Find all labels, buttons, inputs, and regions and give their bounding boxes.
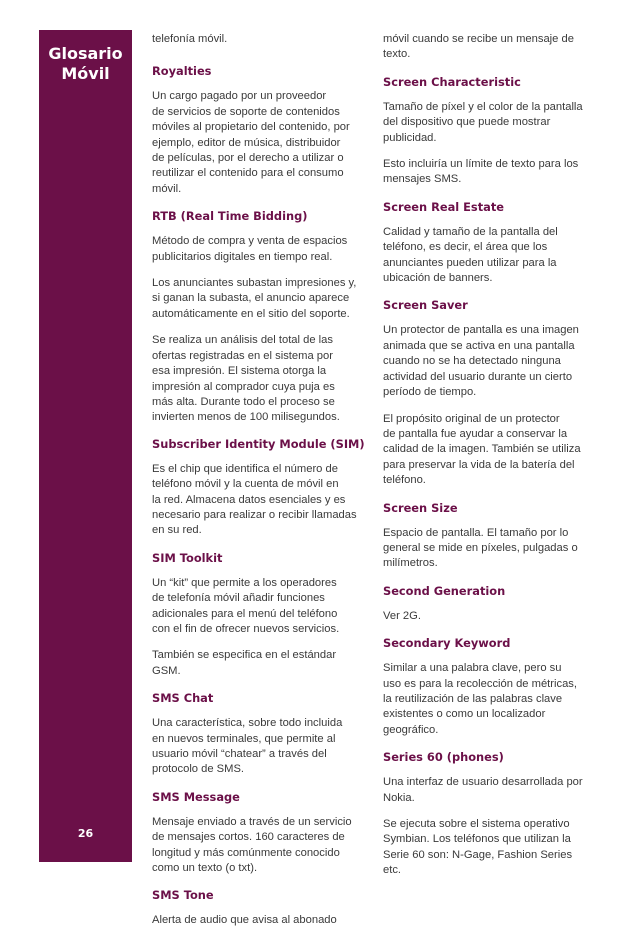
term-heading-sim-toolkit: SIM Toolkit: [152, 550, 223, 565]
definition-paragraph: Se realiza un análisis del total de las ofertas registradas en el sistema por esa impresión. El sistema otorga la impresión al comprador cuya puja es más alta. Durante todo el proceso se invierten menos de 100 milisegundos.: [152, 334, 340, 424]
definition-paragraph: Es el chip que identifica el número de teléfono móvil y la cuenta de móvil en la red. Almacena datos esenciales y es necesario para realizar o recibir llamadas en su red.: [152, 462, 357, 537]
definition-paragraph: Ver 2G.: [383, 609, 421, 622]
definition-paragraph: Método de compra y venta de espacios publicitarios digitales en tiempo real.: [152, 235, 348, 263]
definition-paragraph: Calidad y tamaño de la pantalla del teléfono, es decir, el área que los anunciantes pueden utilizar para la ubicación de banners.: [383, 225, 558, 285]
term-heading-royalties: Royalties: [152, 64, 212, 79]
definition-paragraph: El propósito original de un protector de pantalla fue ayudar a conservar la calidad de la imagen. También se utiliza para preservar la vida de la batería del teléfono.: [383, 412, 581, 487]
page-number: 26: [77, 827, 94, 840]
definition-paragraph: Los anunciantes subastan impresiones y, si ganan la subasta, el anuncio aparece automáticamente en el sitio del soporte.: [152, 277, 357, 320]
sidebar-title: [39, 44, 132, 84]
term-heading-secondary-keyword: Secondary Keyword: [383, 636, 511, 651]
term-heading-screen-characteristic: Screen Characteristic: [383, 74, 521, 89]
term-heading-sms-message: SMS Message: [152, 789, 240, 804]
definition-paragraph: Una interfaz de usuario desarrollada por Nokia.: [383, 776, 583, 804]
term-heading-sms-tone: SMS Tone: [152, 888, 214, 903]
glossary-sidebar: [39, 30, 132, 862]
definition-paragraph: Tamaño de píxel y el color de la pantalla del dispositivo que puede mostrar publicidad.: [383, 100, 583, 144]
sidebar-title-line1: Glosario: [48, 44, 123, 63]
definition-paragraph: Se ejecuta sobre el sistema operativo Symbian. Los teléfonos que utilizan la Serie 60 son: N-Gage, Fashion Series etc.: [383, 818, 573, 877]
definition-paragraph: También se especifica en el estándar GSM.: [152, 649, 337, 677]
definition-paragraph: Alerta de audio que avisa al abonado: [152, 914, 337, 927]
left-column: [152, 32, 372, 929]
definition-paragraph: Un cargo pagado por un proveedor de servicios de soporte de contenidos móviles al propietario del contenido, por ejemplo, editor de música, distribuidor de películas, por el derecho a utilizar o reutilizar el contenido para el consumo móvil.: [152, 90, 350, 195]
definition-paragraph: Una característica, sobre todo incluida en nuevos terminales, que permite al usuario móvil “chatear” a través del protocolo de SMS.: [152, 717, 343, 776]
term-heading-screen-size: Screen Size: [383, 500, 458, 515]
term-heading-sms-chat: SMS Chat: [152, 691, 214, 706]
term-heading-second-generation: Second Generation: [383, 583, 506, 598]
sidebar-title-line2: Móvil: [61, 64, 110, 83]
term-heading-sim: Subscriber Identity Module (SIM): [152, 436, 365, 451]
definition-paragraph: Mensaje enviado a través de un servicio de mensajes cortos. 160 caracteres de longitud y más comúnmente conocido como un texto (o txt).: [152, 815, 352, 875]
continuation-text: móvil cuando se recibe un mensaje de texto.: [383, 33, 574, 61]
right-column: [383, 32, 603, 879]
continuation-text: telefonía móvil.: [152, 33, 228, 45]
term-heading-rtb: RTB (Real Time Bidding): [152, 209, 308, 224]
definition-paragraph: Un “kit” que permite a los operadores de telefonía móvil añadir funciones adicionales para el menú del teléfono con el fin de ofrecer nuevos servicios.: [152, 576, 340, 635]
definition-paragraph: Espacio de pantalla. El tamaño por lo general se mide en píxeles, pulgadas o milímetros.: [383, 526, 578, 570]
definition-paragraph: Similar a una palabra clave, pero su uso es para la recolección de métricas, la reutilización de las palabras clave existentes o como un localizador geográfico.: [383, 662, 578, 736]
term-heading-screen-real-estate: Screen Real Estate: [383, 199, 505, 214]
term-heading-series-60: Series 60 (phones): [383, 750, 504, 765]
term-heading-screen-saver: Screen Saver: [383, 298, 468, 313]
definition-paragraph: Un protector de pantalla es una imagen animada que se activa en una pantalla cuando no se ha detectado ninguna actividad del usuario durante un cierto período de tiempo.: [383, 324, 579, 399]
definition-paragraph: Esto incluiría un límite de texto para los mensajes SMS.: [383, 158, 579, 186]
